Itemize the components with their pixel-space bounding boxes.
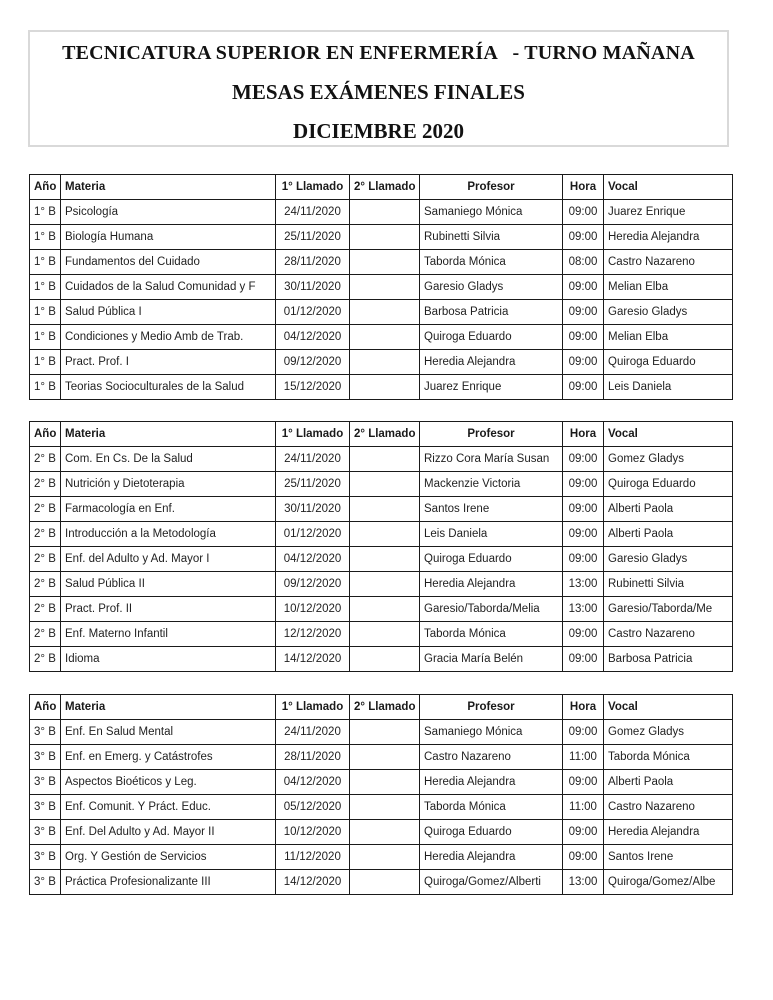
table-cell: Teorias Socioculturales de la Salud <box>61 375 276 400</box>
table-cell <box>350 350 420 375</box>
table-row <box>30 200 733 225</box>
table-cell: 11:00 <box>563 745 604 770</box>
table-cell <box>350 572 420 597</box>
table-cell: 2° B <box>30 472 61 497</box>
table-cell: Garesio/Taborda/Melia <box>420 597 563 622</box>
table-cell: 2° B <box>30 497 61 522</box>
table-cell: Enf. en Emerg. y Catástrofes <box>61 745 276 770</box>
table-cell: 11/12/2020 <box>276 845 350 870</box>
table-cell: Rubinetti Silvia <box>420 225 563 250</box>
table-cell: 2° B <box>30 572 61 597</box>
column-header-ano: Año <box>30 422 61 447</box>
column-header-vocal: Vocal <box>604 695 733 720</box>
table-cell: 24/11/2020 <box>276 720 350 745</box>
column-header-hora: Hora <box>563 695 604 720</box>
column-header-profesor: Profesor <box>420 695 563 720</box>
column-header-2-llamado: 2° Llamado <box>350 695 420 720</box>
column-header-materia: Materia <box>61 175 276 200</box>
column-header-ano: Año <box>30 175 61 200</box>
table-cell: 09:00 <box>563 225 604 250</box>
table-cell: 30/11/2020 <box>276 275 350 300</box>
header-row <box>30 422 733 447</box>
table-cell <box>350 200 420 225</box>
table-cell <box>350 720 420 745</box>
table-cell: Aspectos Bioéticos y Leg. <box>61 770 276 795</box>
table-cell: Gomez Gladys <box>604 447 733 472</box>
table-cell: Salud Pública I <box>61 300 276 325</box>
table-cell: 10/12/2020 <box>276 820 350 845</box>
table-cell: 30/11/2020 <box>276 497 350 522</box>
table-row <box>30 572 733 597</box>
table-cell: Biología Humana <box>61 225 276 250</box>
table-cell: Alberti Paola <box>604 522 733 547</box>
table-row <box>30 225 733 250</box>
table-cell: Salud Pública II <box>61 572 276 597</box>
table-cell: 2° B <box>30 647 61 672</box>
table-cell: 09:00 <box>563 622 604 647</box>
table-row <box>30 472 733 497</box>
column-header-ano: Año <box>30 695 61 720</box>
table-cell: 10/12/2020 <box>276 597 350 622</box>
table-cell: Condiciones y Medio Amb de Trab. <box>61 325 276 350</box>
table-cell: Leis Daniela <box>420 522 563 547</box>
table-cell: Garesio Gladys <box>420 275 563 300</box>
table-cell: Fundamentos del Cuidado <box>61 250 276 275</box>
table-row <box>30 250 733 275</box>
table-cell: 09:00 <box>563 200 604 225</box>
table-cell: 09:00 <box>563 820 604 845</box>
table-cell: Pract. Prof. II <box>61 597 276 622</box>
table-row <box>30 745 733 770</box>
table-cell: Quiroga Eduardo <box>604 350 733 375</box>
table-cell <box>350 820 420 845</box>
table-cell: 2° B <box>30 597 61 622</box>
table-cell: Org. Y Gestión de Servicios <box>61 845 276 870</box>
table-cell: Santos Irene <box>420 497 563 522</box>
column-header-1-llamado: 1° Llamado <box>276 695 350 720</box>
table-cell: 08:00 <box>563 250 604 275</box>
table-cell: Enf. del Adulto y Ad. Mayor I <box>61 547 276 572</box>
table-cell: 09:00 <box>563 325 604 350</box>
table-cell: Práctica Profesionalizante III <box>61 870 276 895</box>
table-cell: Pract. Prof. I <box>61 350 276 375</box>
table-cell: Rubinetti Silvia <box>604 572 733 597</box>
table-cell: 01/12/2020 <box>276 300 350 325</box>
table-cell: Leis Daniela <box>604 375 733 400</box>
table-cell: Rizzo Cora María Susan <box>420 447 563 472</box>
table-cell: Barbosa Patricia <box>604 647 733 672</box>
document-month: DICIEMBRE 2020 <box>293 119 464 143</box>
table-row <box>30 375 733 400</box>
table-cell: 09:00 <box>563 275 604 300</box>
table-cell: Taborda Mónica <box>420 795 563 820</box>
table-body-year-3 <box>30 720 733 895</box>
table-cell: Quiroga Eduardo <box>420 547 563 572</box>
table-cell: Heredia Alejandra <box>604 225 733 250</box>
table-row <box>30 597 733 622</box>
table-cell: 13:00 <box>563 572 604 597</box>
table-cell: 14/12/2020 <box>276 870 350 895</box>
table-body-year-2 <box>30 447 733 672</box>
table-cell: 01/12/2020 <box>276 522 350 547</box>
table-cell: Heredia Alejandra <box>604 820 733 845</box>
table-cell: 3° B <box>30 845 61 870</box>
table-cell: Juarez Enrique <box>604 200 733 225</box>
table-row <box>30 622 733 647</box>
table-cell: 09:00 <box>563 547 604 572</box>
table-cell: Garesio Gladys <box>604 547 733 572</box>
table-cell: 3° B <box>30 870 61 895</box>
table-cell <box>350 250 420 275</box>
table-cell: 1° B <box>30 225 61 250</box>
exam-table-year-2 <box>29 421 733 672</box>
table-cell <box>350 547 420 572</box>
table-cell <box>350 497 420 522</box>
table-cell: 11:00 <box>563 795 604 820</box>
table-cell: 04/12/2020 <box>276 325 350 350</box>
table-row <box>30 325 733 350</box>
table-cell: 09:00 <box>563 845 604 870</box>
table-cell: 25/11/2020 <box>276 472 350 497</box>
table-cell <box>350 447 420 472</box>
exam-table-year-1 <box>29 174 733 400</box>
table-cell: 1° B <box>30 300 61 325</box>
table-cell: Melian Elba <box>604 325 733 350</box>
table-cell: Garesio Gladys <box>604 300 733 325</box>
table-cell: 2° B <box>30 622 61 647</box>
column-header-2-llamado: 2° Llamado <box>350 175 420 200</box>
table-cell: Quiroga/Gomez/Albe <box>604 870 733 895</box>
table-cell: 1° B <box>30 350 61 375</box>
column-header-vocal: Vocal <box>604 422 733 447</box>
table-cell: Heredia Alejandra <box>420 350 563 375</box>
table-cell: Introducción a la Metodología <box>61 522 276 547</box>
table-cell <box>350 522 420 547</box>
table-cell: 1° B <box>30 325 61 350</box>
table-cell: Castro Nazareno <box>604 795 733 820</box>
column-header-profesor: Profesor <box>420 175 563 200</box>
table-cell: Farmacología en Enf. <box>61 497 276 522</box>
table-cell: 25/11/2020 <box>276 225 350 250</box>
table-cell: 14/12/2020 <box>276 647 350 672</box>
table-cell: 13:00 <box>563 597 604 622</box>
table-row <box>30 522 733 547</box>
table-cell: 3° B <box>30 745 61 770</box>
table-cell: 3° B <box>30 770 61 795</box>
table-cell: Heredia Alejandra <box>420 572 563 597</box>
table-cell: Taborda Mónica <box>420 622 563 647</box>
title-box <box>28 30 729 147</box>
table-row <box>30 447 733 472</box>
table-cell <box>350 647 420 672</box>
table-cell: Cuidados de la Salud Comunidad y F <box>61 275 276 300</box>
table-cell: 09:00 <box>563 647 604 672</box>
table-cell: 09/12/2020 <box>276 350 350 375</box>
table-cell <box>350 225 420 250</box>
table-cell: 09:00 <box>563 350 604 375</box>
column-header-1-llamado: 1° Llamado <box>276 175 350 200</box>
table-cell: 15/12/2020 <box>276 375 350 400</box>
header-row <box>30 175 733 200</box>
table-row <box>30 647 733 672</box>
column-header-materia: Materia <box>61 422 276 447</box>
table-row <box>30 820 733 845</box>
table-cell: Mackenzie Victoria <box>420 472 563 497</box>
table-cell: 24/11/2020 <box>276 447 350 472</box>
table-cell: Garesio/Taborda/Me <box>604 597 733 622</box>
table-cell: Heredia Alejandra <box>420 845 563 870</box>
table-cell: 09:00 <box>563 447 604 472</box>
table-cell: Melian Elba <box>604 275 733 300</box>
table-cell: Barbosa Patricia <box>420 300 563 325</box>
table-cell: Idioma <box>61 647 276 672</box>
table-cell: 3° B <box>30 820 61 845</box>
table-cell: Quiroga Eduardo <box>420 820 563 845</box>
table-cell: Psicología <box>61 200 276 225</box>
table-body-year-1 <box>30 200 733 400</box>
table-cell: 09:00 <box>563 375 604 400</box>
table-cell: 09:00 <box>563 472 604 497</box>
table-cell: 2° B <box>30 447 61 472</box>
table-cell <box>350 745 420 770</box>
table-cell: 28/11/2020 <box>276 745 350 770</box>
table-cell <box>350 325 420 350</box>
document-title: TECNICATURA SUPERIOR EN ENFERMERÍA - TURNO MAÑANA <box>62 42 695 64</box>
table-cell: Juarez Enrique <box>420 375 563 400</box>
table-cell <box>350 597 420 622</box>
table-cell <box>350 845 420 870</box>
table-cell: 04/12/2020 <box>276 547 350 572</box>
table-cell: 3° B <box>30 720 61 745</box>
table-cell <box>350 300 420 325</box>
table-cell: 2° B <box>30 522 61 547</box>
table-cell: 3° B <box>30 795 61 820</box>
column-header-hora: Hora <box>563 422 604 447</box>
table-cell: Nutrición y Dietoterapia <box>61 472 276 497</box>
table-cell: Heredia Alejandra <box>420 770 563 795</box>
table-row <box>30 870 733 895</box>
table-row <box>30 300 733 325</box>
table-cell: 12/12/2020 <box>276 622 350 647</box>
table-cell: Gomez Gladys <box>604 720 733 745</box>
column-header-1-llamado: 1° Llamado <box>276 422 350 447</box>
table-cell: 13:00 <box>563 870 604 895</box>
table-row <box>30 547 733 572</box>
table-cell: 28/11/2020 <box>276 250 350 275</box>
table-row <box>30 795 733 820</box>
column-header-vocal: Vocal <box>604 175 733 200</box>
table-cell: 2° B <box>30 547 61 572</box>
table-cell: 04/12/2020 <box>276 770 350 795</box>
table-cell: Samaniego Mónica <box>420 720 563 745</box>
table-cell: Alberti Paola <box>604 770 733 795</box>
table-row <box>30 497 733 522</box>
table-cell: Taborda Mónica <box>420 250 563 275</box>
table-row <box>30 275 733 300</box>
column-header-materia: Materia <box>61 695 276 720</box>
table-cell: Castro Nazareno <box>604 250 733 275</box>
table-cell: Enf. En Salud Mental <box>61 720 276 745</box>
table-cell: Enf. Comunit. Y Práct. Educ. <box>61 795 276 820</box>
table-cell: Taborda Mónica <box>604 745 733 770</box>
table-row <box>30 720 733 745</box>
table-cell: 1° B <box>30 200 61 225</box>
table-cell: Quiroga Eduardo <box>420 325 563 350</box>
column-header-profesor: Profesor <box>420 422 563 447</box>
table-cell: 1° B <box>30 275 61 300</box>
table-cell <box>350 375 420 400</box>
table-cell: Alberti Paola <box>604 497 733 522</box>
column-header-2-llamado: 2° Llamado <box>350 422 420 447</box>
table-cell <box>350 795 420 820</box>
table-cell: Santos Irene <box>604 845 733 870</box>
table-cell: 1° B <box>30 250 61 275</box>
document-subtitle: MESAS EXÁMENES FINALES <box>232 80 525 104</box>
table-cell: 09:00 <box>563 720 604 745</box>
table-cell: Castro Nazareno <box>420 745 563 770</box>
table-cell: Gracia María Belén <box>420 647 563 672</box>
table-cell: 09:00 <box>563 522 604 547</box>
table-cell: Castro Nazareno <box>604 622 733 647</box>
table-row <box>30 350 733 375</box>
table-cell: 1° B <box>30 375 61 400</box>
table-cell: Quiroga Eduardo <box>604 472 733 497</box>
header-row <box>30 695 733 720</box>
table-cell: Enf. Materno Infantil <box>61 622 276 647</box>
table-cell <box>350 622 420 647</box>
table-cell: 09/12/2020 <box>276 572 350 597</box>
table-cell: 09:00 <box>563 770 604 795</box>
table-cell: Com. En Cs. De la Salud <box>61 447 276 472</box>
table-cell <box>350 472 420 497</box>
table-cell: Enf. Del Adulto y Ad. Mayor II <box>61 820 276 845</box>
table-cell: 24/11/2020 <box>276 200 350 225</box>
table-cell <box>350 870 420 895</box>
table-cell <box>350 275 420 300</box>
exam-table-year-3 <box>29 694 733 895</box>
table-cell: 09:00 <box>563 497 604 522</box>
table-row <box>30 845 733 870</box>
table-row <box>30 770 733 795</box>
table-cell: 05/12/2020 <box>276 795 350 820</box>
column-header-hora: Hora <box>563 175 604 200</box>
table-cell <box>350 770 420 795</box>
table-cell: Samaniego Mónica <box>420 200 563 225</box>
table-cell: 09:00 <box>563 300 604 325</box>
table-cell: Quiroga/Gomez/Alberti <box>420 870 563 895</box>
